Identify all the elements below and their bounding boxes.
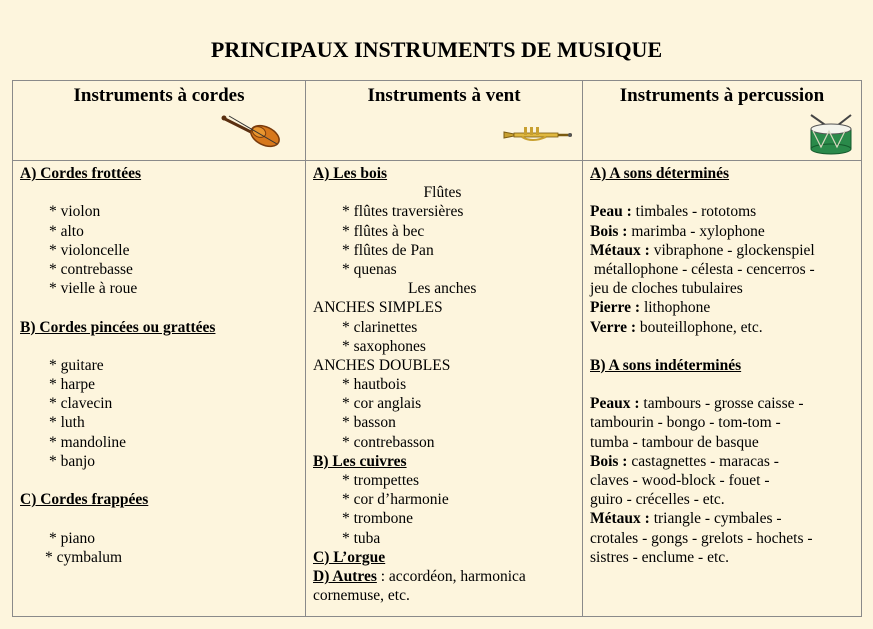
list-item: crotales - gongs - grelots - hochets -: [590, 529, 813, 547]
list-item: * quenas: [342, 260, 397, 278]
page-title: PRINCIPAUX INSTRUMENTS DE MUSIQUE: [210, 37, 663, 62]
cordes-frottees-title: A) Cordes frottées: [20, 165, 142, 182]
vent-autres-title: D) Autres: [313, 567, 377, 585]
list-item: [590, 241, 861, 260]
list-item: [590, 452, 861, 471]
metaux2-label: Métaux :: [590, 510, 650, 528]
anches-simples-label: ANCHES SIMPLES: [313, 299, 443, 317]
peau-text: timbales - rototoms: [631, 203, 757, 221]
list-item: * clarinettes: [342, 318, 418, 336]
header-cordes: [13, 81, 306, 161]
list-item: * flûtes à bec: [342, 222, 425, 240]
header-vent-label: Instruments à vent: [367, 85, 521, 106]
list-item: * clavecin: [49, 395, 113, 413]
metaux-label: Métaux :: [590, 241, 650, 259]
list-item: [590, 394, 861, 413]
list-item: [590, 202, 861, 221]
list-item: tumba - tambour de basque: [590, 433, 759, 451]
list-item: guiro - crécelles - etc.: [590, 491, 725, 509]
list-item: * saxophones: [342, 337, 426, 355]
list-item: * tuba: [342, 529, 381, 547]
list-item: [590, 318, 861, 337]
list-item: * luth: [49, 414, 85, 432]
bois-label: Bois :: [590, 222, 628, 240]
peaux-label: Peaux :: [590, 395, 640, 413]
list-item: [590, 298, 861, 317]
flutes-label: Flûtes: [423, 184, 462, 202]
header-cordes-label: Instruments à cordes: [73, 85, 245, 106]
vent-cuivres-title: B) Les cuivres: [313, 452, 407, 470]
cordes-pincees-title: B) Cordes pincées ou grattées: [20, 318, 216, 336]
list-item: métallophone - célesta - cencerros -: [590, 260, 815, 278]
verre-text: bouteillophone, etc.: [636, 318, 763, 336]
header-percussion: [583, 81, 862, 161]
list-item: * hautbois: [342, 376, 407, 394]
peau-label: Peau :: [590, 203, 632, 221]
anches-label: Les anches: [408, 280, 477, 298]
list-item: * guitare: [49, 356, 104, 374]
list-item: * harpe: [49, 376, 96, 394]
list-item: * violon: [49, 203, 101, 221]
violin-icon: [221, 114, 283, 148]
list-item: [590, 222, 861, 241]
peaux-text: tambours - grosse caisse -: [639, 395, 804, 413]
header-vent: [306, 81, 583, 161]
vent-autres-line2: cornemuse, etc.: [313, 587, 410, 605]
bois2-text: castagnettes - maracas -: [627, 452, 779, 470]
list-item: jeu de cloches tubulaires: [590, 280, 743, 298]
metaux2-text: triangle - cymbales -: [649, 510, 782, 528]
bois2-label: Bois :: [590, 452, 628, 470]
vent-bois-title: A) Les bois: [313, 165, 388, 182]
vent-autres-line: [313, 567, 582, 586]
list-item: * contrebasse: [49, 260, 133, 278]
vent-orgue-title: C) L’orgue: [313, 548, 386, 566]
instruments-table: [12, 80, 862, 617]
list-item: [590, 509, 861, 528]
metaux-text: vibraphone - glockenspiel: [649, 241, 815, 259]
vent-column: [306, 161, 583, 617]
vent-autres-text: : accordéon, harmonica: [376, 567, 526, 585]
list-item: sistres - enclume - etc.: [590, 548, 730, 566]
verre-label: Verre :: [590, 318, 637, 336]
header-percussion-label: Instruments à percussion: [619, 85, 825, 106]
list-item: * violoncelle: [49, 241, 130, 259]
percussion-determines-title: A) A sons déterminés: [590, 165, 730, 182]
list-item: * cor d’harmonie: [342, 491, 449, 509]
list-item: * vielle à roue: [49, 280, 138, 298]
percussion-indetermines-title: B) A sons indéterminés: [590, 356, 742, 374]
pierre-label: Pierre :: [590, 299, 641, 317]
list-item: * mandoline: [49, 433, 127, 451]
list-item: * alto: [49, 222, 84, 240]
cordes-column: [13, 161, 306, 617]
list-item: * flûtes de Pan: [342, 241, 434, 259]
list-item: * cor anglais: [342, 395, 422, 413]
cordes-frappees-title: C) Cordes frappées: [20, 491, 149, 509]
list-item: * flûtes traversières: [342, 203, 464, 221]
list-item: * trombone: [342, 510, 414, 528]
anches-doubles-label: ANCHES DOUBLES: [313, 356, 451, 374]
list-item: * basson: [342, 414, 396, 432]
trumpet-icon: [502, 123, 574, 145]
list-item: * banjo: [49, 452, 96, 470]
percussion-column: [583, 161, 862, 617]
pierre-text: lithophone: [640, 299, 711, 317]
list-item: tambourin - bongo - tom-tom -: [590, 414, 781, 432]
list-item: claves - wood-block - fouet -: [590, 472, 770, 489]
list-item: * trompettes: [342, 472, 420, 489]
list-item: * cymbalum: [45, 548, 123, 566]
bois-text: marimba - xylophone: [627, 222, 765, 240]
list-item: * contrebasson: [342, 433, 435, 451]
list-item: * piano: [49, 529, 96, 547]
drum-icon: [805, 113, 857, 155]
